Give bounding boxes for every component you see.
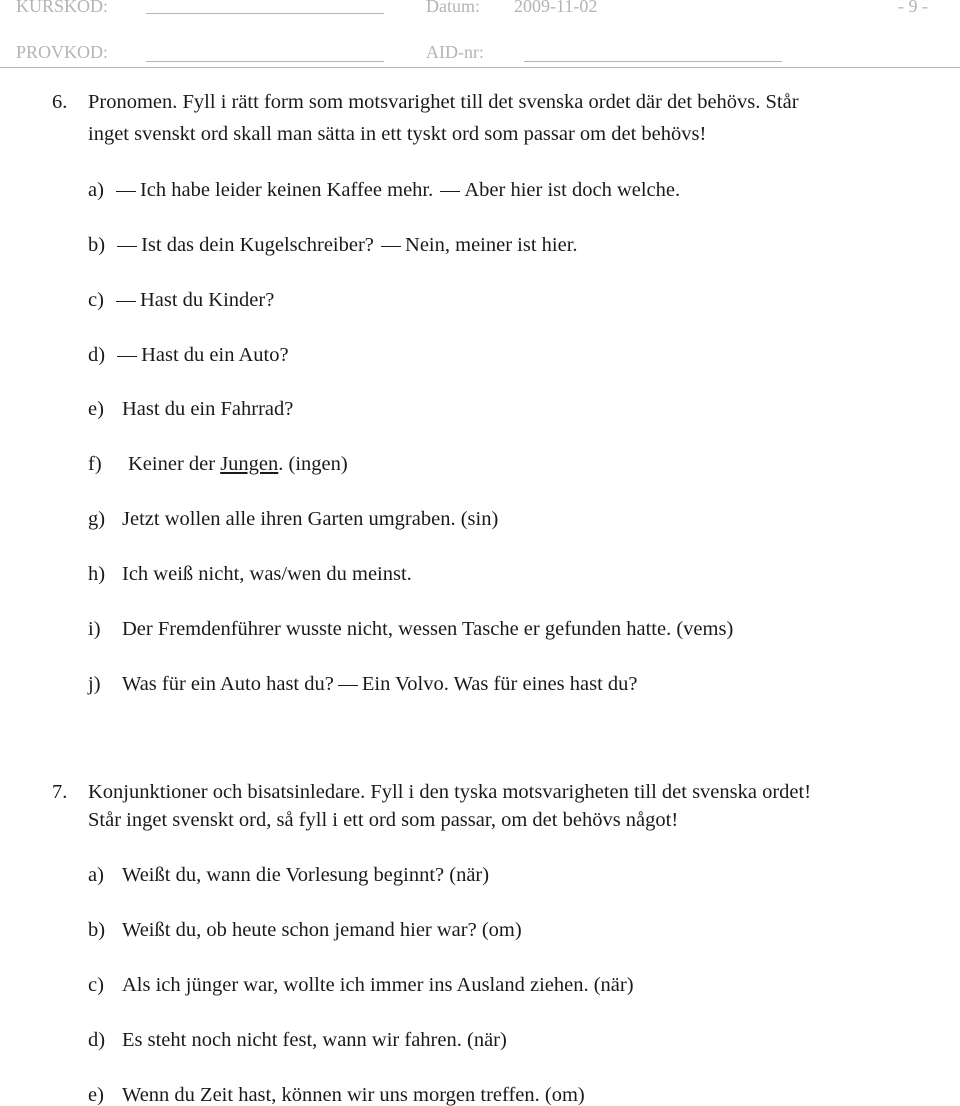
item-label: c) (88, 289, 104, 311)
section-7-heading (52, 781, 812, 803)
item-label: e) (88, 1084, 104, 1106)
exercise-item: b) Ist das dein Kugelschreiber? Nein, meiner ist hier. (88, 234, 578, 256)
section-6-instruction-line2: inget svenskt ord skall man sätta in ett tyskt ord som passar om det behövs! (88, 123, 707, 145)
exercise-item: j) Was für ein Auto hast du? Ein Volvo. Was für eines hast du? (88, 673, 638, 695)
section-6-heading (52, 91, 799, 113)
dash (117, 246, 137, 247)
exercise-item: g) Jetzt wollen alle ihren Garten umgraben. (sin) (88, 508, 499, 530)
exercise-item: c) Hast du Kinder? (88, 289, 275, 311)
exercise-item: e) Hast du ein Fahrrad? (88, 398, 294, 420)
dash (117, 356, 137, 357)
item-label: h) (88, 563, 106, 585)
item-label: d) (88, 344, 106, 366)
exercise-item: d) Es steht noch nicht fest, wann wir fahren. (när) (88, 1029, 507, 1051)
header-divider (0, 67, 960, 68)
item-label: b) (88, 234, 106, 256)
item-label: b) (88, 919, 106, 941)
page-number: - 9 - (898, 0, 928, 16)
underlined-word: Jungen (220, 453, 279, 475)
item-label: e) (88, 398, 104, 420)
item-label: f) (88, 453, 102, 475)
exercise-item: a) Ich habe leider keinen Kaffee mehr. Aber hier ist doch welche. (88, 179, 681, 201)
exercise-item: i) Der Fremdenführer wusste nicht, wessen Tasche er gefunden hatte. (vems) (88, 618, 734, 640)
aidnr-field-line (524, 61, 782, 62)
item-label: j) (88, 673, 101, 695)
item-label: a) (88, 179, 104, 201)
provkod-label: PROVKOD: (16, 42, 109, 62)
dash (440, 191, 460, 192)
item-label: i) (88, 618, 101, 640)
exercise-item: b) Weißt du, ob heute schon jemand hier war? (om) (88, 919, 522, 941)
datum-value: 2009-11-02 (514, 0, 598, 16)
kurskod-field-line (146, 13, 384, 14)
exercise-item: a) Weißt du, wann die Vorlesung beginnt? (när) (88, 864, 490, 886)
kurskod-label: KURSKOD: (16, 0, 109, 16)
item-label: a) (88, 864, 104, 886)
section-instruction: Pronomen. Fyll i rätt form som motsvarighet till det svenska ordet där det behövs. Står (88, 91, 799, 113)
section-number: 6. (52, 91, 68, 113)
page-header (0, 0, 960, 70)
item-label: c) (88, 974, 104, 996)
dash (338, 685, 358, 686)
exercise-item: f) Keiner der Jungen. (ingen) (88, 453, 348, 475)
datum-label: Datum: (426, 0, 480, 16)
dash (116, 191, 136, 192)
section-number: 7. (52, 781, 68, 803)
exercise-item: c) Als ich jünger war, wollte ich immer ins Ausland ziehen. (när) (88, 974, 634, 996)
section-instruction: Konjunktioner och bisatsinledare. Fyll i den tyska motsvarigheten till det svenska ordet! (88, 781, 812, 803)
dash (381, 246, 401, 247)
exercise-item: h) Ich weiß nicht, was/wen du meinst. (88, 563, 412, 585)
exercise-item: d) Hast du ein Auto? (88, 344, 289, 366)
aidnr-label: AID-nr: (426, 42, 484, 62)
exercise-item: e) Wenn du Zeit hast, können wir uns morgen treffen. (om) (88, 1084, 585, 1106)
dash (116, 301, 136, 302)
item-label: d) (88, 1029, 106, 1051)
provkod-field-line (146, 61, 384, 62)
item-label: g) (88, 508, 106, 530)
section-7-instruction-line2: Står inget svenskt ord, så fyll i ett ord som passar, om det behövs något! (88, 809, 679, 831)
